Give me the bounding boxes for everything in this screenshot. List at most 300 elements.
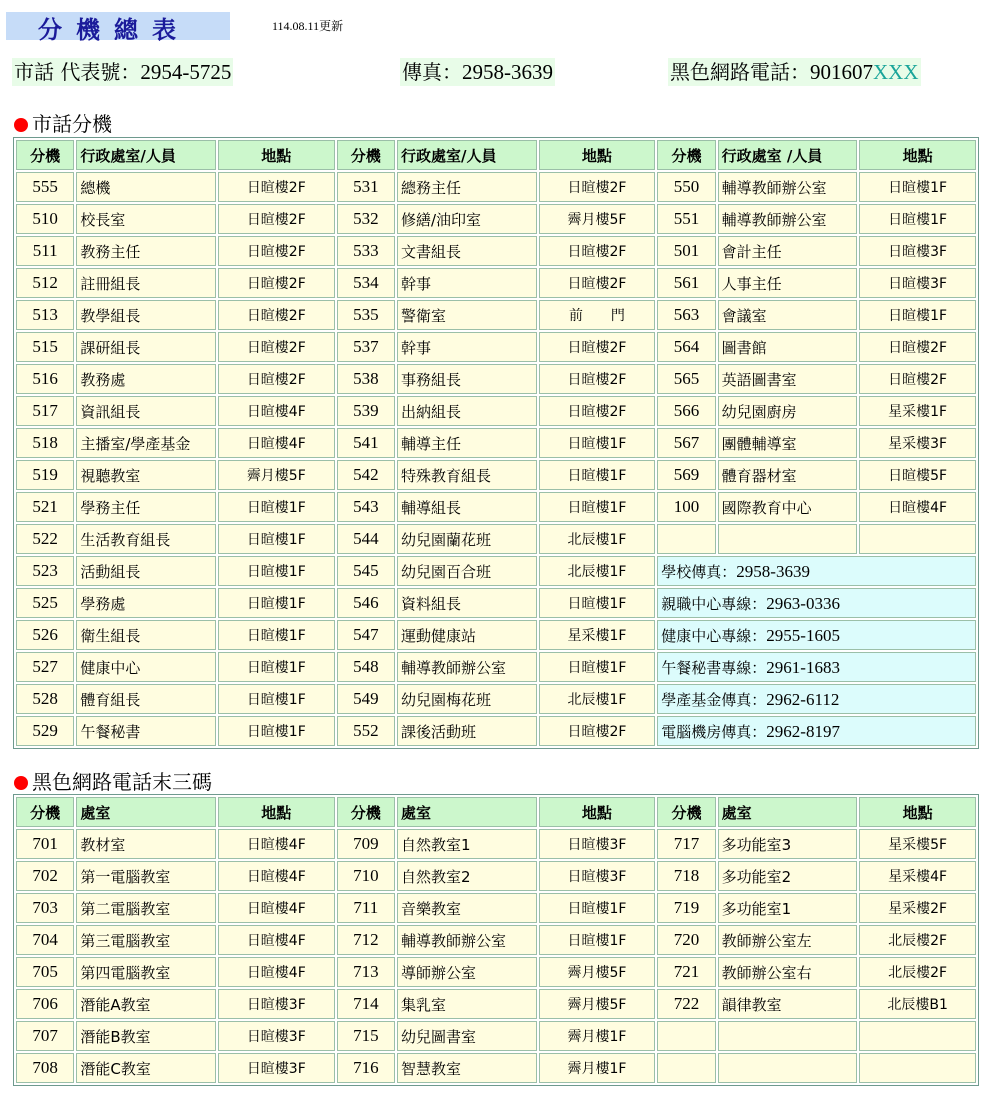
extension-cell: 545 xyxy=(337,556,395,586)
column-header: 分機 xyxy=(16,797,74,827)
extension-cell: 566 xyxy=(657,396,715,426)
extension-cell: 546 xyxy=(337,588,395,618)
office-cell: 多功能室2 xyxy=(718,861,858,891)
extension-cell: 702 xyxy=(16,861,74,891)
location-cell: 日暄樓3F xyxy=(859,268,976,298)
extension-cell: 706 xyxy=(16,989,74,1019)
office-cell: 輔導主任 xyxy=(397,428,537,458)
extension-cell: 534 xyxy=(337,268,395,298)
office-cell: 午餐秘書 xyxy=(76,716,216,746)
table-row xyxy=(16,925,976,955)
section-heading-city xyxy=(14,108,112,137)
table-row xyxy=(16,989,976,1019)
extension-cell: 100 xyxy=(657,492,715,522)
location-cell: 日暄樓4F xyxy=(218,925,335,955)
location-cell: 日暄樓2F xyxy=(218,300,335,330)
extension-cell: 703 xyxy=(16,893,74,923)
extension-cell: 714 xyxy=(337,989,395,1019)
extension-cell: 516 xyxy=(16,364,74,394)
location-cell: 星采樓3F xyxy=(859,428,976,458)
office-cell: 國際教育中心 xyxy=(718,492,858,522)
extension-cell: 517 xyxy=(16,396,74,426)
location-cell: 日暄樓3F xyxy=(218,1053,335,1083)
extension-cell: 705 xyxy=(16,957,74,987)
extension-cell: 561 xyxy=(657,268,715,298)
extension-cell: 549 xyxy=(337,684,395,714)
location-cell: 日暄樓1F xyxy=(539,460,656,490)
location-cell: 星采樓4F xyxy=(859,861,976,891)
extension-cell: 529 xyxy=(16,716,74,746)
office-cell: 體育組長 xyxy=(76,684,216,714)
extension-cell: 708 xyxy=(16,1053,74,1083)
extension-cell: 721 xyxy=(657,957,715,987)
location-cell: 日暄樓1F xyxy=(539,893,656,923)
table-row xyxy=(16,524,976,554)
extension-cell: 510 xyxy=(16,204,74,234)
office-cell: 輔導教師辦公室 xyxy=(397,925,537,955)
main-phone-number: 2954-5725 xyxy=(140,60,232,84)
table-row xyxy=(16,652,976,682)
location-cell: 日暄樓4F xyxy=(859,492,976,522)
office-cell: 幹事 xyxy=(397,268,537,298)
location-cell: 日暄樓3F xyxy=(539,829,656,859)
location-cell: 日暄樓1F xyxy=(539,925,656,955)
extension-cell: 539 xyxy=(337,396,395,426)
extension-cell: 547 xyxy=(337,620,395,650)
table-row xyxy=(16,396,976,426)
office-cell: 幼兒園廚房 xyxy=(718,396,858,426)
contact-note-number: 2961-1683 xyxy=(766,657,840,677)
extension-cell: 715 xyxy=(337,1021,395,1051)
office-cell: 自然教室2 xyxy=(397,861,537,891)
table-row xyxy=(16,829,976,859)
black-phone-prefix: 901607 xyxy=(810,60,873,84)
office-cell: 潛能B教室 xyxy=(76,1021,216,1051)
office-cell: 幼兒圖書室 xyxy=(397,1021,537,1051)
extension-cell: 521 xyxy=(16,492,74,522)
column-header: 地點 xyxy=(539,140,656,170)
office-cell: 第二電腦教室 xyxy=(76,893,216,923)
office-cell: 潛能A教室 xyxy=(76,989,216,1019)
table-row xyxy=(16,716,976,746)
location-cell: 星采樓1F xyxy=(539,620,656,650)
extension-cell: 713 xyxy=(337,957,395,987)
office-cell: 團體輔導室 xyxy=(718,428,858,458)
table-row xyxy=(16,893,976,923)
office-cell: 輔導教師辦公室 xyxy=(718,204,858,234)
black-phone-label: 黑色網路電話： xyxy=(670,60,810,84)
empty-cell xyxy=(859,1021,976,1051)
extension-cell: 716 xyxy=(337,1053,395,1083)
contact-note-cell xyxy=(657,556,976,586)
column-header: 處室 xyxy=(718,797,858,827)
location-cell: 霽月樓5F xyxy=(218,460,335,490)
office-cell: 學務處 xyxy=(76,588,216,618)
location-cell: 日暄樓1F xyxy=(859,300,976,330)
column-header: 行政處室 /人員 xyxy=(718,140,858,170)
location-cell: 霽月樓1F xyxy=(539,1053,656,1083)
extension-cell: 711 xyxy=(337,893,395,923)
empty-cell xyxy=(718,524,858,554)
location-cell: 霽月樓5F xyxy=(539,204,656,234)
location-cell: 日暄樓2F xyxy=(539,364,656,394)
extension-cell: 551 xyxy=(657,204,715,234)
black-network-table xyxy=(13,794,979,1086)
location-cell: 日暄樓1F xyxy=(218,620,335,650)
extension-cell: 569 xyxy=(657,460,715,490)
location-cell: 日暄樓2F xyxy=(218,172,335,202)
office-cell: 輔導組長 xyxy=(397,492,537,522)
fax-phone xyxy=(400,58,555,86)
extension-cell: 548 xyxy=(337,652,395,682)
extension-cell: 719 xyxy=(657,893,715,923)
column-header: 處室 xyxy=(76,797,216,827)
location-cell: 日暄樓1F xyxy=(218,652,335,682)
location-cell: 日暄樓2F xyxy=(539,268,656,298)
location-cell: 日暄樓2F xyxy=(218,236,335,266)
extension-cell: 718 xyxy=(657,861,715,891)
contact-note-number: 2958-3639 xyxy=(736,561,810,581)
column-header: 分機 xyxy=(337,140,395,170)
office-cell: 輔導教師辦公室 xyxy=(718,172,858,202)
office-cell: 運動健康站 xyxy=(397,620,537,650)
location-cell: 日暄樓1F xyxy=(539,588,656,618)
location-cell: 日暄樓2F xyxy=(539,236,656,266)
office-cell: 第四電腦教室 xyxy=(76,957,216,987)
extension-cell: 710 xyxy=(337,861,395,891)
office-cell: 文書組長 xyxy=(397,236,537,266)
office-cell: 活動組長 xyxy=(76,556,216,586)
office-cell: 校長室 xyxy=(76,204,216,234)
location-cell: 北辰樓2F xyxy=(859,957,976,987)
extension-cell: 552 xyxy=(337,716,395,746)
location-cell: 日暄樓1F xyxy=(218,556,335,586)
column-header: 分機 xyxy=(337,797,395,827)
location-cell: 北辰樓1F xyxy=(539,556,656,586)
table-row xyxy=(16,1053,976,1083)
fax-label: 傳真： xyxy=(402,60,462,84)
location-cell: 日暄樓3F xyxy=(218,1021,335,1051)
office-cell: 體育器材室 xyxy=(718,460,858,490)
office-cell: 教務主任 xyxy=(76,236,216,266)
section-heading-city-text: 市話分機 xyxy=(32,112,112,136)
location-cell: 日暄樓1F xyxy=(859,172,976,202)
office-cell: 多功能室3 xyxy=(718,829,858,859)
table-row xyxy=(16,684,976,714)
table-row xyxy=(16,620,976,650)
office-cell: 第一電腦教室 xyxy=(76,861,216,891)
table-row xyxy=(16,236,976,266)
empty-cell xyxy=(718,1053,858,1083)
office-cell: 總機 xyxy=(76,172,216,202)
empty-cell xyxy=(657,1053,715,1083)
extension-cell: 567 xyxy=(657,428,715,458)
contact-note-label: 健康中心專線： xyxy=(661,626,767,645)
extension-cell: 537 xyxy=(337,332,395,362)
extension-cell: 518 xyxy=(16,428,74,458)
location-cell: 日暄樓3F xyxy=(859,236,976,266)
office-cell: 教務處 xyxy=(76,364,216,394)
location-cell: 日暄樓2F xyxy=(539,396,656,426)
office-cell: 潛能C教室 xyxy=(76,1053,216,1083)
extension-cell: 541 xyxy=(337,428,395,458)
location-cell: 北辰樓2F xyxy=(859,925,976,955)
extension-cell: 550 xyxy=(657,172,715,202)
column-header: 分機 xyxy=(657,140,715,170)
table-row xyxy=(16,861,976,891)
extension-cell: 519 xyxy=(16,460,74,490)
office-cell: 導師辦公室 xyxy=(397,957,537,987)
table-header-row xyxy=(16,140,976,170)
extension-cell: 501 xyxy=(657,236,715,266)
extension-cell: 532 xyxy=(337,204,395,234)
extension-table xyxy=(13,137,979,749)
extension-cell: 709 xyxy=(337,829,395,859)
table-row xyxy=(16,364,976,394)
office-cell: 教師辦公室左 xyxy=(718,925,858,955)
location-cell: 星采樓1F xyxy=(859,396,976,426)
location-cell: 日暄樓1F xyxy=(539,652,656,682)
updated-date: 114.08.11更新 xyxy=(272,19,344,33)
extension-cell: 564 xyxy=(657,332,715,362)
extension-cell: 513 xyxy=(16,300,74,330)
empty-cell xyxy=(718,1021,858,1051)
location-cell: 日暄樓2F xyxy=(859,332,976,362)
table-row xyxy=(16,300,976,330)
location-cell: 星采樓2F xyxy=(859,893,976,923)
location-cell: 日暄樓4F xyxy=(218,893,335,923)
extension-cell: 515 xyxy=(16,332,74,362)
office-cell: 幹事 xyxy=(397,332,537,362)
location-cell: 日暄樓5F xyxy=(859,460,976,490)
empty-cell xyxy=(657,1021,715,1051)
office-cell: 學務主任 xyxy=(76,492,216,522)
contact-note-label: 電腦機房傳真： xyxy=(661,722,767,741)
extension-cell: 722 xyxy=(657,989,715,1019)
column-header: 行政處室/人員 xyxy=(397,140,537,170)
office-cell: 第三電腦教室 xyxy=(76,925,216,955)
column-header: 行政處室/人員 xyxy=(76,140,216,170)
location-cell: 日暄樓1F xyxy=(218,524,335,554)
section-heading-black xyxy=(14,766,212,795)
contact-note-label: 午餐秘書專線： xyxy=(661,658,767,677)
extension-cell: 717 xyxy=(657,829,715,859)
extension-cell: 525 xyxy=(16,588,74,618)
column-header: 地點 xyxy=(859,797,976,827)
table-row xyxy=(16,460,976,490)
location-cell: 日暄樓1F xyxy=(218,716,335,746)
contact-note-cell xyxy=(657,684,976,714)
office-cell: 修繕/油印室 xyxy=(397,204,537,234)
office-cell: 幼兒園蘭花班 xyxy=(397,524,537,554)
office-cell: 資訊組長 xyxy=(76,396,216,426)
contact-note-label: 親職中心專線： xyxy=(661,594,767,613)
contact-note-cell xyxy=(657,652,976,682)
extension-cell: 535 xyxy=(337,300,395,330)
location-cell: 日暄樓4F xyxy=(218,396,335,426)
extension-cell: 544 xyxy=(337,524,395,554)
empty-cell xyxy=(859,1053,976,1083)
extension-cell: 531 xyxy=(337,172,395,202)
black-phone xyxy=(668,58,921,86)
section-heading-black-text: 黑色網路電話末三碼 xyxy=(32,770,212,794)
column-header: 地點 xyxy=(859,140,976,170)
table-row xyxy=(16,172,976,202)
office-cell: 多功能室1 xyxy=(718,893,858,923)
table-row xyxy=(16,957,976,987)
office-cell: 音樂教室 xyxy=(397,893,537,923)
column-header: 地點 xyxy=(218,140,335,170)
location-cell: 前 門 xyxy=(539,300,656,330)
contact-note-number: 2962-8197 xyxy=(766,721,840,741)
office-cell: 英語圖書室 xyxy=(718,364,858,394)
extension-cell: 555 xyxy=(16,172,74,202)
location-cell: 日暄樓1F xyxy=(218,492,335,522)
location-cell: 日暄樓2F xyxy=(218,204,335,234)
office-cell: 教師辦公室右 xyxy=(718,957,858,987)
office-cell: 自然教室1 xyxy=(397,829,537,859)
location-cell: 北辰樓B1 xyxy=(859,989,976,1019)
office-cell: 出納組長 xyxy=(397,396,537,426)
extension-cell: 512 xyxy=(16,268,74,298)
table-header-row xyxy=(16,797,976,827)
location-cell: 日暄樓2F xyxy=(859,364,976,394)
extension-cell: 527 xyxy=(16,652,74,682)
office-cell: 視聽教室 xyxy=(76,460,216,490)
contact-note-label: 學校傳真： xyxy=(661,562,737,581)
contact-note-cell xyxy=(657,588,976,618)
location-cell: 日暄樓3F xyxy=(218,989,335,1019)
location-cell: 霽月樓5F xyxy=(539,957,656,987)
table-row xyxy=(16,428,976,458)
table-row xyxy=(16,556,976,586)
main-phone xyxy=(12,58,233,86)
empty-cell xyxy=(859,524,976,554)
extension-cell: 523 xyxy=(16,556,74,586)
location-cell: 星采樓5F xyxy=(859,829,976,859)
location-cell: 日暄樓2F xyxy=(218,332,335,362)
table-row xyxy=(16,332,976,362)
office-cell: 教材室 xyxy=(76,829,216,859)
extension-cell: 707 xyxy=(16,1021,74,1051)
contact-note-number: 2955-1605 xyxy=(766,625,840,645)
location-cell: 日暄樓2F xyxy=(539,716,656,746)
office-cell: 韻律教室 xyxy=(718,989,858,1019)
black-phone-suffix: XXX xyxy=(873,60,919,84)
extension-cell: 704 xyxy=(16,925,74,955)
red-dot-icon xyxy=(14,118,28,132)
location-cell: 日暄樓4F xyxy=(218,957,335,987)
contact-note-cell xyxy=(657,620,976,650)
fax-number: 2958-3639 xyxy=(462,60,553,84)
extension-cell: 543 xyxy=(337,492,395,522)
office-cell: 輔導教師辦公室 xyxy=(397,652,537,682)
location-cell: 日暄樓2F xyxy=(218,364,335,394)
office-cell: 集乳室 xyxy=(397,989,537,1019)
extension-cell: 533 xyxy=(337,236,395,266)
extension-cell: 565 xyxy=(657,364,715,394)
location-cell: 日暄樓1F xyxy=(539,492,656,522)
office-cell: 課後活動班 xyxy=(397,716,537,746)
column-header: 處室 xyxy=(397,797,537,827)
column-header: 分機 xyxy=(16,140,74,170)
location-cell: 日暄樓2F xyxy=(218,268,335,298)
location-cell: 日暄樓1F xyxy=(859,204,976,234)
office-cell: 幼兒園梅花班 xyxy=(397,684,537,714)
contact-note-cell xyxy=(657,716,976,746)
office-cell: 特殊教育組長 xyxy=(397,460,537,490)
location-cell: 日暄樓4F xyxy=(218,861,335,891)
extension-cell: 563 xyxy=(657,300,715,330)
location-cell: 日暄樓3F xyxy=(539,861,656,891)
contact-note-label: 學產基金傳真： xyxy=(661,690,767,709)
office-cell: 警衛室 xyxy=(397,300,537,330)
extension-cell: 511 xyxy=(16,236,74,266)
office-cell: 人事主任 xyxy=(718,268,858,298)
location-cell: 日暄樓4F xyxy=(218,829,335,859)
location-cell: 日暄樓1F xyxy=(218,588,335,618)
column-header: 地點 xyxy=(218,797,335,827)
location-cell: 日暄樓1F xyxy=(218,684,335,714)
extension-cell: 701 xyxy=(16,829,74,859)
location-cell: 霽月樓1F xyxy=(539,1021,656,1051)
office-cell: 會議室 xyxy=(718,300,858,330)
office-cell: 幼兒園百合班 xyxy=(397,556,537,586)
empty-cell xyxy=(657,524,715,554)
office-cell: 圖書館 xyxy=(718,332,858,362)
location-cell: 北辰樓1F xyxy=(539,684,656,714)
office-cell: 事務組長 xyxy=(397,364,537,394)
office-cell: 智慧教室 xyxy=(397,1053,537,1083)
location-cell: 日暄樓2F xyxy=(539,172,656,202)
table-row xyxy=(16,492,976,522)
office-cell: 生活教育組長 xyxy=(76,524,216,554)
office-cell: 主播室/學產基金 xyxy=(76,428,216,458)
table-row xyxy=(16,268,976,298)
location-cell: 霽月樓5F xyxy=(539,989,656,1019)
location-cell: 北辰樓1F xyxy=(539,524,656,554)
extension-cell: 538 xyxy=(337,364,395,394)
table-row xyxy=(16,204,976,234)
extension-cell: 528 xyxy=(16,684,74,714)
extension-cell: 720 xyxy=(657,925,715,955)
location-cell: 日暄樓2F xyxy=(539,332,656,362)
column-header: 分機 xyxy=(657,797,715,827)
office-cell: 課研組長 xyxy=(76,332,216,362)
location-cell: 日暄樓1F xyxy=(539,428,656,458)
office-cell: 資料組長 xyxy=(397,588,537,618)
contact-note-number: 2962-6112 xyxy=(766,689,840,709)
extension-cell: 712 xyxy=(337,925,395,955)
location-cell: 日暄樓4F xyxy=(218,428,335,458)
office-cell: 健康中心 xyxy=(76,652,216,682)
table-row xyxy=(16,588,976,618)
office-cell: 總務主任 xyxy=(397,172,537,202)
extension-cell: 542 xyxy=(337,460,395,490)
column-header: 地點 xyxy=(539,797,656,827)
office-cell: 會計主任 xyxy=(718,236,858,266)
extension-cell: 526 xyxy=(16,620,74,650)
red-dot-icon xyxy=(14,776,28,790)
office-cell: 衛生組長 xyxy=(76,620,216,650)
office-cell: 教學組長 xyxy=(76,300,216,330)
extension-cell: 522 xyxy=(16,524,74,554)
page-title: 分機總表 xyxy=(38,16,190,44)
main-phone-label: 市話 代表號： xyxy=(14,60,141,84)
office-cell: 註冊組長 xyxy=(76,268,216,298)
contact-note-number: 2963-0336 xyxy=(766,593,840,613)
table-row xyxy=(16,1021,976,1051)
